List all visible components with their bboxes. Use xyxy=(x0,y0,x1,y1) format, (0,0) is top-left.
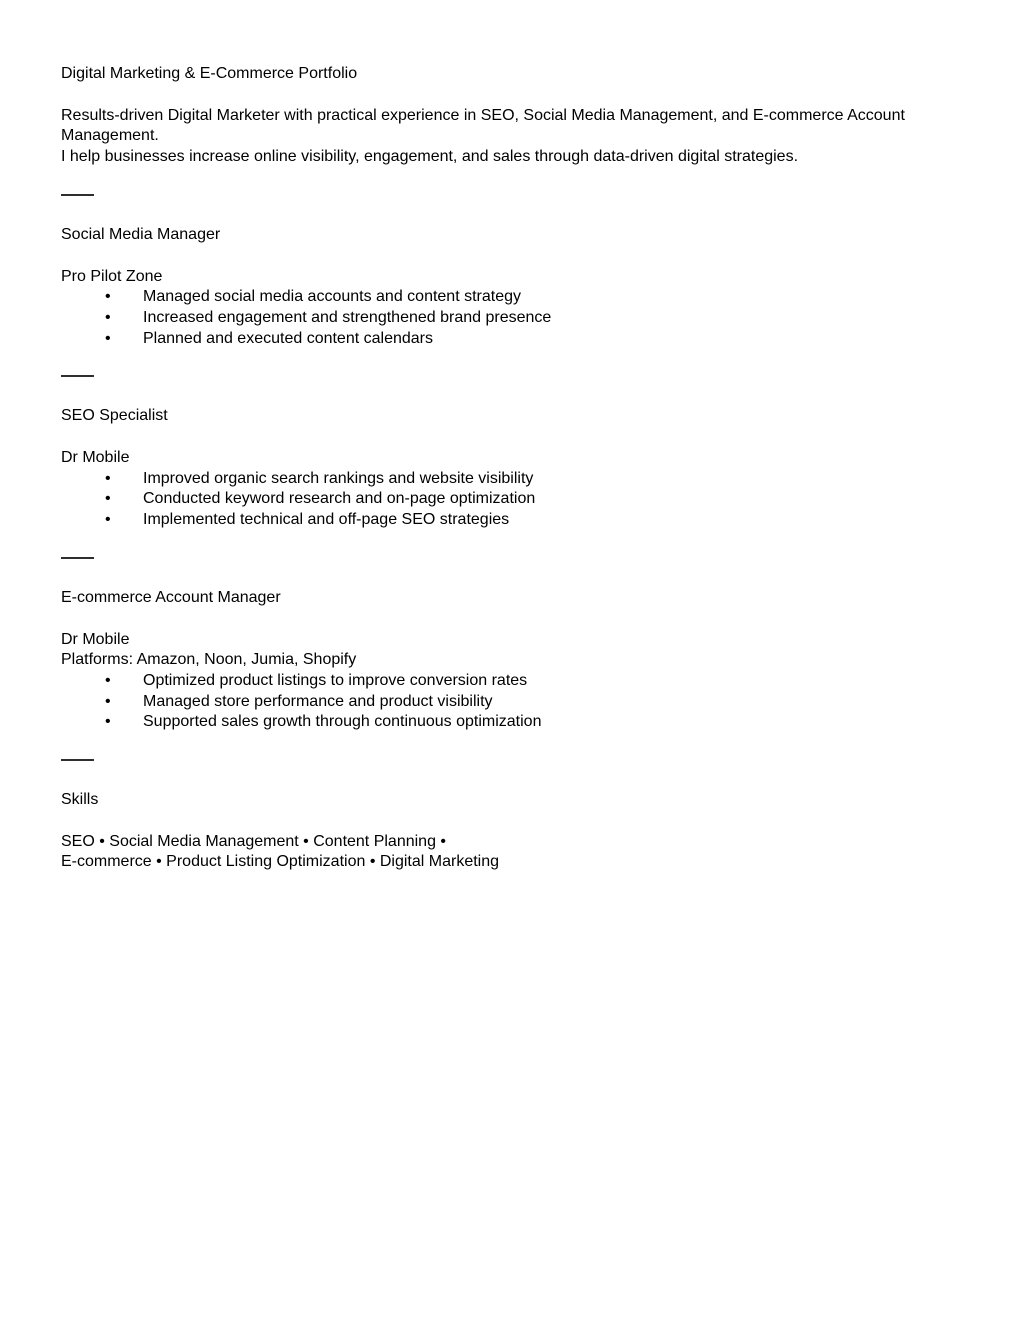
bullet-list xyxy=(61,671,964,733)
section-body xyxy=(61,267,964,350)
section-divider xyxy=(61,557,94,559)
section-divider xyxy=(61,375,94,377)
bullet-item: • Supported sales growth through continuous optimization xyxy=(61,712,964,733)
company-name: Dr Mobile xyxy=(61,449,130,467)
section-divider xyxy=(61,759,94,761)
section-heading-seo-specialist: SEO Specialist xyxy=(61,407,168,425)
skills-line-2: E-commerce • Product Listing Optimization • Digital Marketing xyxy=(61,853,500,871)
bullet-item: • Improved organic search rankings and website visibility xyxy=(61,469,964,490)
bullet-list xyxy=(61,287,964,349)
skills-line-1: SEO • Social Media Management • Content Planning • xyxy=(61,832,447,850)
skills-body xyxy=(61,832,964,873)
section-heading-ecommerce-account-manager: E-commerce Account Manager xyxy=(61,588,281,606)
document-title: Digital Marketing & E-Commerce Portfolio xyxy=(61,65,358,82)
bullet-item: • Increased engagement and strengthened brand presence xyxy=(61,308,964,329)
section-body xyxy=(61,630,964,734)
summary-line-2: Management. xyxy=(61,127,159,145)
bullet-list xyxy=(61,469,964,531)
platforms-line: Platforms: Amazon, Noon, Jumia, Shopify xyxy=(61,651,357,669)
bullet-item: • Optimized product listings to improve conversion rates xyxy=(61,671,964,692)
section-divider xyxy=(61,194,94,196)
bullet-item: • Implemented technical and off-page SEO strategies xyxy=(61,510,964,531)
section-body xyxy=(61,448,964,531)
summary-paragraph xyxy=(61,106,964,168)
summary-line-3: I help businesses increase online visibility, engagement, and sales through data-driven digital strategies. xyxy=(61,148,799,166)
bullet-item: • Managed store performance and product visibility xyxy=(61,692,964,713)
bullet-item: • Conducted keyword research and on-page optimization xyxy=(61,489,964,510)
section-heading-skills: Skills xyxy=(61,791,99,809)
company-name: Dr Mobile xyxy=(61,630,130,648)
bullet-item: • Planned and executed content calendars xyxy=(61,329,964,350)
bullet-item: • Managed social media accounts and content strategy xyxy=(61,287,964,308)
section-heading-social-media-manager: Social Media Manager xyxy=(61,225,221,243)
summary-line-1: Results-driven Digital Marketer with practical experience in SEO, Social Media Management, and E-commerce Account xyxy=(61,106,905,124)
company-name: Pro Pilot Zone xyxy=(61,267,163,285)
